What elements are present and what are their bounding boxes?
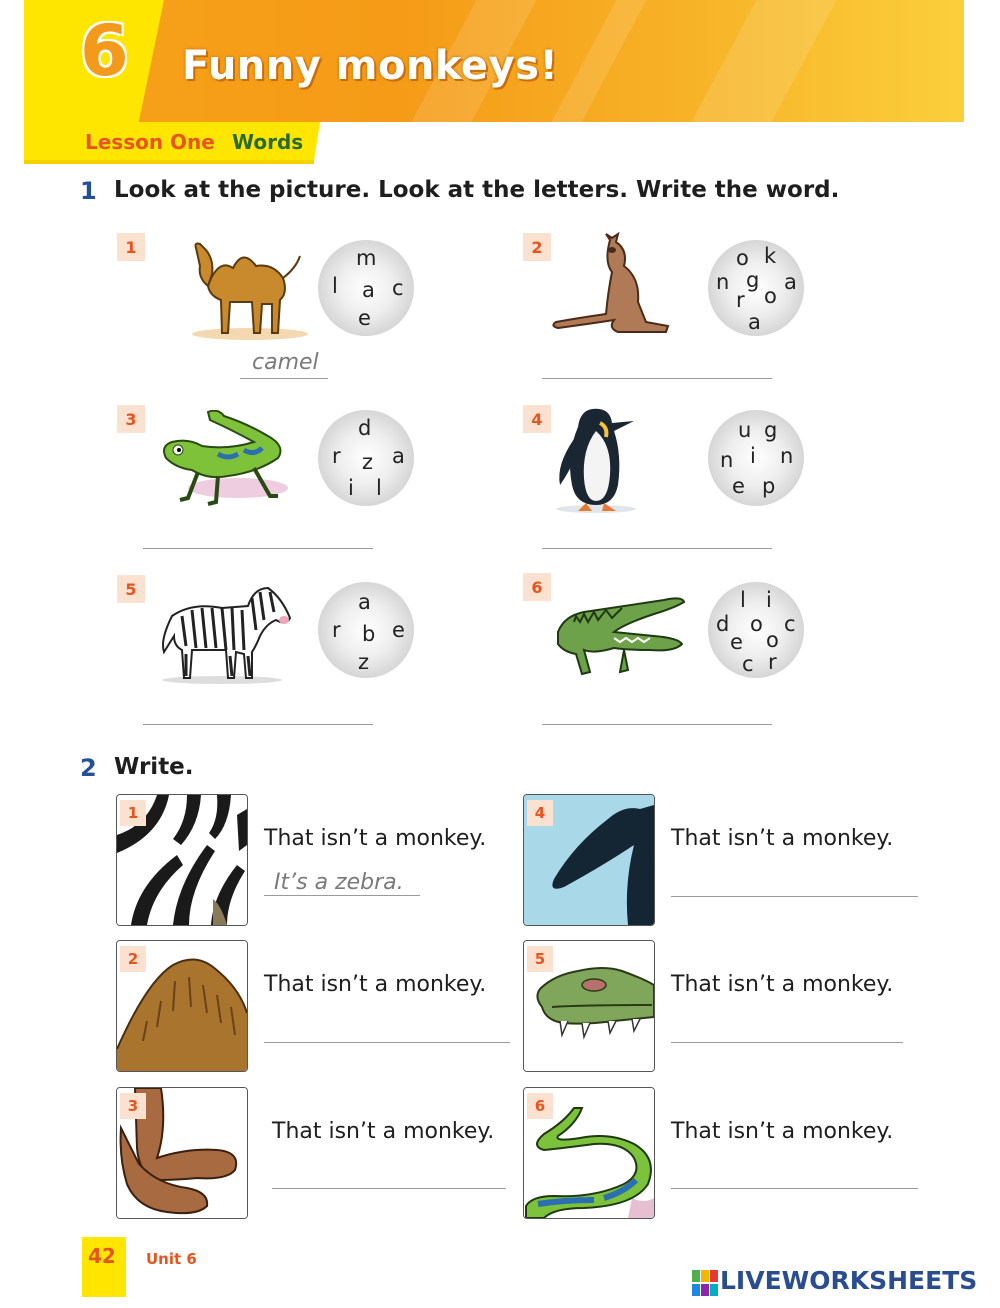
- sentence: That isn’t a monkey.: [264, 972, 487, 997]
- item-number-badge: 3: [120, 1093, 146, 1119]
- answer-line[interactable]: [671, 896, 918, 897]
- letter-circle: l i d o c e o c r: [708, 582, 804, 678]
- letter-circle: a r b e z: [318, 582, 414, 678]
- item-number-badge: 5: [117, 575, 145, 603]
- answer-line[interactable]: [143, 548, 373, 549]
- footer-unit-label: Unit 6: [146, 1250, 197, 1268]
- letter-circle: u g n i n e p: [708, 410, 804, 506]
- unit-number: 6: [80, 10, 129, 92]
- item-number-badge: 5: [527, 946, 553, 972]
- sentence: That isn’t a monkey.: [671, 1119, 894, 1144]
- answer-line[interactable]: [272, 1188, 506, 1189]
- sentence: That isn’t a monkey.: [671, 826, 894, 851]
- crocodile-icon: [554, 592, 689, 684]
- letter-circle: o k n g a r o a: [708, 240, 804, 336]
- answer-text: camel: [252, 350, 319, 375]
- exercise1-number: 1: [80, 177, 97, 205]
- penguin-icon: [552, 405, 647, 519]
- exercise2-number: 2: [80, 754, 97, 782]
- lizard-icon: [158, 410, 293, 519]
- item-number-badge: 4: [527, 800, 553, 826]
- brand-name[interactable]: LIVEWORKSHEETS: [720, 1266, 978, 1295]
- answer-line[interactable]: [671, 1188, 918, 1189]
- page-title: Funny monkeys!: [182, 43, 559, 89]
- sentence: That isn’t a monkey.: [671, 972, 894, 997]
- lesson-subtitle: Words: [232, 130, 304, 154]
- sentence: That isn’t a monkey.: [264, 826, 487, 851]
- answer-line[interactable]: [542, 724, 772, 725]
- answer-line[interactable]: [264, 1042, 510, 1043]
- item-number-badge: 1: [117, 233, 145, 261]
- item-number-badge: 1: [120, 800, 146, 826]
- item-number-badge: 2: [120, 946, 146, 972]
- sentence: That isn’t a monkey.: [272, 1119, 495, 1144]
- answer-line[interactable]: [542, 378, 772, 379]
- letter-circle: m l a c e: [318, 240, 414, 336]
- letter-circle: d r z a i l: [318, 410, 414, 506]
- page-number: 42: [88, 1244, 116, 1268]
- item-number-badge: 4: [523, 405, 551, 433]
- zebra-icon: [152, 580, 292, 692]
- exercise2-instruction: Write.: [114, 754, 194, 780]
- item-number-badge: 6: [527, 1093, 553, 1119]
- camel-icon: [188, 238, 313, 347]
- item-number-badge: 6: [523, 573, 551, 601]
- kangaroo-icon: [548, 232, 683, 341]
- answer-line[interactable]: [240, 378, 328, 379]
- answer-text: It’s a zebra.: [274, 870, 404, 895]
- exercise1-instruction: Look at the picture. Look at the letters. Write the word.: [114, 177, 840, 203]
- answer-line[interactable]: [671, 1042, 903, 1043]
- item-number-badge: 3: [117, 405, 145, 433]
- answer-line[interactable]: [143, 724, 373, 725]
- answer-line[interactable]: [542, 548, 772, 549]
- answer-line[interactable]: [264, 895, 420, 896]
- liveworksheets-logo-icon: [692, 1270, 718, 1296]
- lesson-label: Lesson One: [85, 130, 215, 154]
- item-number-badge: 2: [523, 233, 551, 261]
